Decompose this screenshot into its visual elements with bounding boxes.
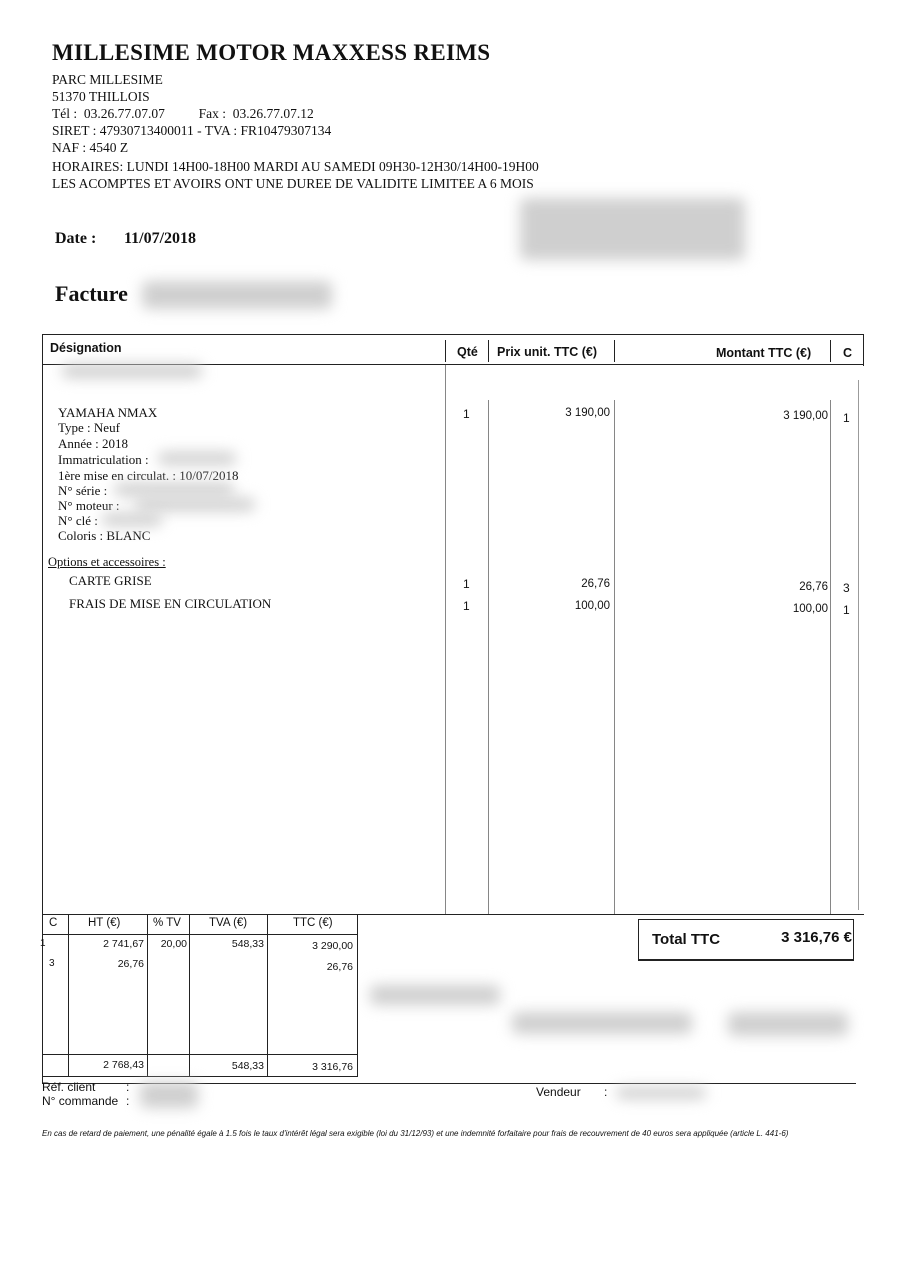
vehicle-line: N° moteur :: [58, 498, 120, 513]
order-number-label: N° commande: [42, 1094, 119, 1108]
tax-col-rate: % TV: [153, 917, 181, 929]
col-qty: Qté: [457, 345, 478, 359]
option-code: 3: [843, 581, 850, 595]
vehicle-unit-price: 3 190,00: [565, 407, 610, 419]
tax-total-cell: 2 768,43: [103, 1059, 144, 1071]
date-value: 11/07/2018: [124, 230, 197, 247]
company-address-line: PARC MILLESIME: [52, 72, 163, 87]
tax-cell: 3: [49, 958, 55, 969]
redacted-seller: [616, 1087, 706, 1099]
option-unit-price: 26,76: [581, 578, 610, 590]
option-amount: 26,76: [799, 581, 828, 593]
col-code: C: [843, 346, 853, 360]
vehicle-line: Année : 2018: [58, 436, 129, 451]
vehicle-code: 1: [843, 411, 850, 425]
tax-col-vat: TVA (€): [209, 917, 248, 929]
redacted-registration: [158, 452, 236, 465]
company-city-line: 51370 THILLOIS: [52, 89, 150, 104]
order-number-colon: :: [126, 1094, 130, 1108]
option-unit-price: 100,00: [574, 600, 610, 612]
company-validity-line: LES ACOMPTES ET AVOIRS ONT UNE DUREE DE VALIDITE LIMITEE A 6 MOIS: [52, 176, 534, 191]
company-hours-line: HORAIRES: LUNDI 14H00-18H00 MARDI AU SAMEDI 09H30-12H30/14H00-19H00: [52, 159, 539, 174]
tax-cell: 26,76: [326, 961, 353, 973]
option-qty: 1: [463, 577, 470, 591]
total-label: Total TTC: [652, 931, 721, 948]
vehicle-line: Coloris : BLANC: [58, 528, 151, 543]
redacted-block: [512, 1012, 692, 1034]
tax-total-cell: 548,33: [231, 1060, 264, 1072]
company-siret-line: SIRET : 47930713400011 - TVA : FR10479307134: [52, 123, 332, 138]
tax-col-ht: HT (€): [88, 917, 121, 929]
redacted-key-number: [102, 513, 162, 526]
tax-total-cell: 3 316,76: [312, 1061, 353, 1073]
option-amount: 100,00: [792, 603, 828, 615]
vehicle-line: YAMAHA NMAX: [58, 405, 158, 420]
option-label: CARTE GRISE: [69, 573, 152, 588]
tax-col-ttc: TTC (€): [293, 917, 333, 929]
total-value: 3 316,76 €: [781, 929, 852, 946]
redacted-client-ref: [140, 1082, 198, 1108]
redacted-block: [728, 1012, 848, 1036]
vehicle-amount: 3 190,00: [783, 410, 828, 422]
client-ref-colon: :: [126, 1080, 130, 1094]
company-phone-fax-line: Tél : 03.26.77.07.07 Fax : 03.26.77.07.12: [52, 106, 314, 121]
tax-cell: 1: [40, 938, 46, 949]
option-label: FRAIS DE MISE EN CIRCULATION: [69, 596, 272, 611]
col-unit-price: Prix unit. TTC (€): [497, 345, 597, 359]
options-title: Options et accessoires :: [48, 555, 166, 569]
option-qty: 1: [463, 599, 470, 613]
vehicle-line: N° série :: [58, 483, 108, 498]
tax-col-code: C: [49, 917, 58, 929]
vehicle-line: N° clé :: [58, 513, 98, 528]
option-code: 1: [843, 603, 850, 617]
redacted-serial: [114, 483, 234, 496]
tax-cell: 26,76: [117, 958, 144, 970]
tax-cell: 3 290,00: [312, 940, 353, 952]
tax-cell: 2 741,67: [103, 938, 144, 950]
date-label: Date :: [55, 230, 97, 247]
redacted-customer-name: [62, 364, 202, 378]
redacted-block: [370, 985, 500, 1005]
col-amount: Montant TTC (€): [716, 346, 812, 360]
client-ref-label: Réf. client: [42, 1080, 96, 1094]
vehicle-qty: 1: [463, 407, 470, 421]
vehicle-line: 1ère mise en circulat. : 10/07/2018: [58, 468, 239, 483]
vehicle-line: Type : Neuf: [58, 420, 120, 435]
vehicle-line: Immatriculation :: [58, 452, 149, 467]
col-designation: Désignation: [50, 341, 122, 355]
company-name: MILLESIME MOTOR MAXXESS REIMS: [52, 40, 491, 65]
redacted-customer-address: [520, 198, 745, 260]
tax-cell: 548,33: [231, 938, 264, 950]
company-naf-line: NAF : 4540 Z: [52, 140, 129, 155]
seller-colon: :: [604, 1085, 608, 1099]
redacted-engine-number: [135, 498, 255, 511]
seller-label: Vendeur: [536, 1085, 581, 1099]
redacted-invoice-number: [142, 281, 332, 309]
legal-notice: En cas de retard de paiement, une pénalité égale à 1.5 fois le taux d'intérêt légal sera exigible (loi du 31/12/93) et une indemnité forfaitaire pour frais de recouvrement de 40 euros sera appliquée (article L. 441-6): [42, 1129, 789, 1138]
tax-cell: 20,00: [160, 938, 187, 950]
invoice-title: Facture: [55, 281, 128, 306]
